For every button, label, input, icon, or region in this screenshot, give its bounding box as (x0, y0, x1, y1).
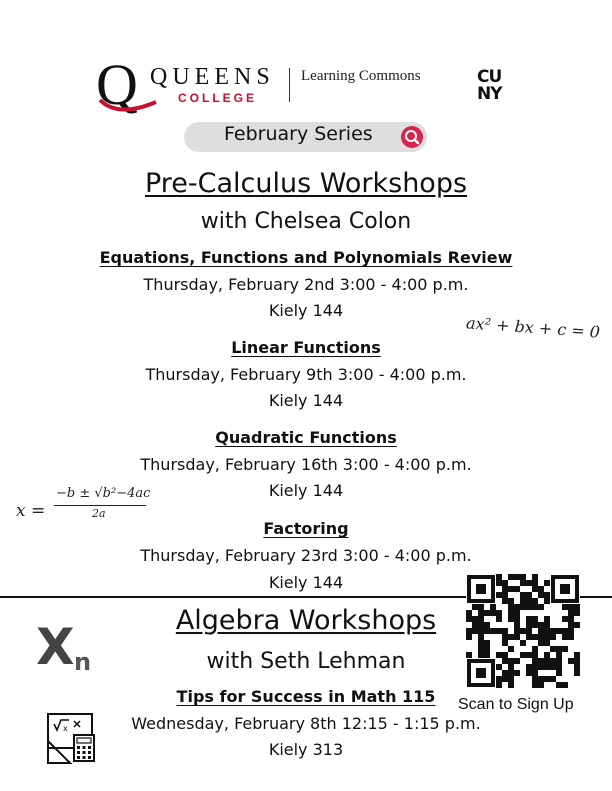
precalc-instructor: with Chelsea Colon (200, 209, 412, 234)
session-room: Kiely 313 (268, 740, 344, 759)
learning-commons-label: Learning Commons (301, 68, 421, 84)
session-room: Kiely 144 (268, 301, 344, 320)
series-label: February Series (224, 123, 373, 145)
quadratic-formula-doodle (16, 484, 156, 524)
session-room: Kiely 144 (268, 573, 344, 592)
qr-caption: Scan to Sign Up (458, 696, 574, 713)
logo-swoosh (98, 92, 158, 120)
session-time: Thursday, February 2nd 3:00 - 4:00 p.m. (143, 275, 469, 294)
session-time: Wednesday, February 8th 12:15 - 1:15 p.m. (131, 714, 481, 733)
cuny-logo (477, 66, 517, 105)
logo-queens-text: QUEENS (150, 64, 275, 90)
section-divider-left (0, 596, 468, 598)
session-topic: Tips for Success in Math 115 (176, 687, 436, 706)
session-topic: Factoring (263, 519, 349, 538)
session-topic: Linear Functions (231, 338, 381, 357)
precalc-title: Pre-Calculus Workshops (144, 168, 468, 199)
subscript-x-icon (36, 618, 100, 682)
formula-numerator: −b ± √b²−4ac (56, 486, 151, 501)
session-time: Thursday, February 9th 3:00 - 4:00 p.m. (145, 365, 467, 384)
session-time: Thursday, February 23rd 3:00 - 4:00 p.m. (140, 546, 472, 565)
queens-college-logo-q: Q (96, 52, 138, 117)
logo-divider (289, 68, 290, 102)
session-time: Thursday, February 16th 3:00 - 4:00 p.m. (140, 455, 472, 474)
logo-college-text: COLLEGE (178, 91, 258, 105)
session-room: Kiely 144 (268, 481, 344, 500)
section-divider-right (578, 596, 612, 598)
algebra-title: Algebra Workshops (175, 605, 437, 636)
svg-text:x: x (63, 724, 68, 733)
formula-denominator: 2a (92, 507, 106, 520)
svg-text:NY: NY (477, 84, 502, 102)
cuny-logo-mark (477, 66, 517, 102)
xn-x: X (36, 618, 75, 676)
xn-n: n (74, 648, 92, 676)
svg-text:CU: CU (477, 67, 502, 87)
session-room: Kiely 144 (268, 391, 344, 410)
session-topic: Equations, Functions and Polynomials Review (99, 248, 513, 267)
session-topic: Quadratic Functions (215, 428, 397, 447)
formula-x-label: x = (16, 501, 46, 521)
search-icon (401, 126, 423, 148)
quadratic-equation-doodle: ax² + bx + c = 0 (465, 313, 601, 342)
calculator-icon (44, 711, 98, 765)
algebra-instructor: with Seth Lehman (206, 649, 406, 674)
formula-fraction-bar (54, 505, 146, 506)
